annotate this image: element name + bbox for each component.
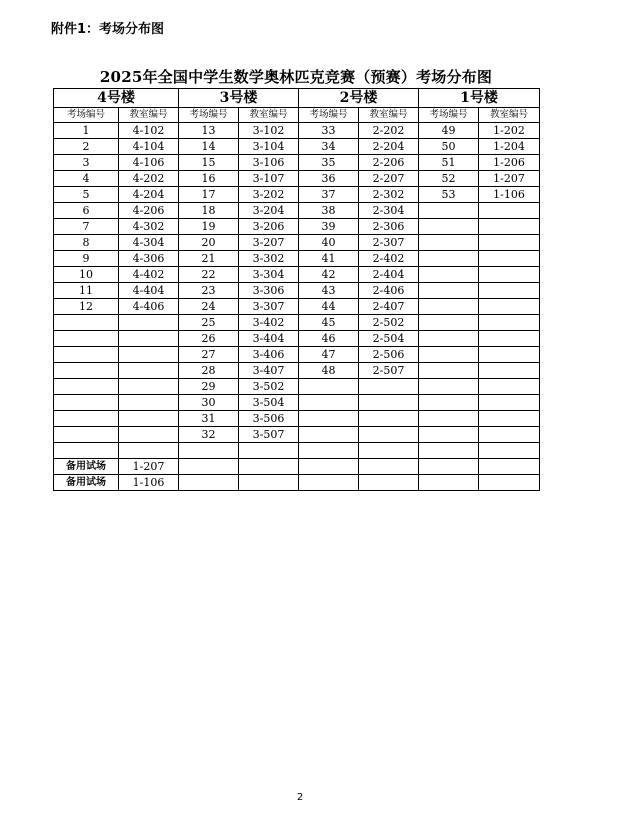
classroom-no-cell: 3-304: [239, 267, 299, 283]
classroom-no-cell: [359, 411, 419, 427]
room-no-cell: 41: [299, 251, 359, 267]
classroom-no-cell: [479, 299, 540, 315]
table-row: [54, 395, 540, 411]
building-2-header: 2号楼: [299, 89, 419, 108]
classroom-no-cell: 3-504: [239, 395, 299, 411]
classroom-no-cell: 3-104: [239, 139, 299, 155]
empty-cell: [179, 459, 239, 475]
room-no-cell: 14: [179, 139, 239, 155]
attachment-label: 附件1：考场分布图: [51, 22, 165, 37]
classroom-no-cell: [119, 315, 179, 331]
classroom-no-cell: 2-504: [359, 331, 419, 347]
classroom-no-cell: 2-407: [359, 299, 419, 315]
classroom-no-cell: [119, 443, 179, 459]
exam-room-table: [53, 88, 540, 491]
room-no-cell: [299, 395, 359, 411]
room-no-cell: 51: [419, 155, 479, 171]
room-no-cell: [54, 363, 119, 379]
classroom-no-cell: 4-306: [119, 251, 179, 267]
table-row: [54, 347, 540, 363]
empty-cell: [299, 459, 359, 475]
room-no-cell: [419, 267, 479, 283]
building-1-header: 1号楼: [419, 89, 540, 108]
room-no-cell: 31: [179, 411, 239, 427]
classroom-no-cell: [479, 315, 540, 331]
table-row: [54, 427, 540, 443]
classroom-no-cell: 3-506: [239, 411, 299, 427]
empty-cell: [419, 475, 479, 491]
classroom-no-cell: [359, 427, 419, 443]
room-no-cell: 19: [179, 219, 239, 235]
classroom-no-cell: 2-206: [359, 155, 419, 171]
room-no-cell: [54, 347, 119, 363]
room-no-cell: 28: [179, 363, 239, 379]
room-no-cell: 25: [179, 315, 239, 331]
room-no-cell: [419, 299, 479, 315]
classroom-no-cell: [479, 283, 540, 299]
classroom-no-cell: 3-404: [239, 331, 299, 347]
table-row: [54, 155, 540, 171]
classroom-no-cell: 3-402: [239, 315, 299, 331]
table-row: [54, 443, 540, 459]
room-no-cell: 32: [179, 427, 239, 443]
table-row: [54, 379, 540, 395]
classroom-no-cell: [119, 331, 179, 347]
classroom-no-cell: 3-302: [239, 251, 299, 267]
room-no-cell: [54, 315, 119, 331]
table-row: [54, 219, 540, 235]
col-header-classroom-no: 教室编号: [119, 108, 179, 123]
room-no-cell: 2: [54, 139, 119, 155]
empty-cell: [359, 475, 419, 491]
room-no-cell: 23: [179, 283, 239, 299]
classroom-no-cell: 3-306: [239, 283, 299, 299]
classroom-no-cell: 4-302: [119, 219, 179, 235]
classroom-no-cell: 3-106: [239, 155, 299, 171]
table-row: [54, 251, 540, 267]
room-no-cell: [419, 315, 479, 331]
classroom-no-cell: [479, 411, 540, 427]
table-row: [54, 139, 540, 155]
table-row: [54, 171, 540, 187]
col-header-classroom-no: 教室编号: [479, 108, 540, 123]
table-row: [54, 315, 540, 331]
room-no-cell: 1: [54, 123, 119, 139]
room-no-cell: 50: [419, 139, 479, 155]
classroom-no-cell: 1-204: [479, 139, 540, 155]
classroom-no-cell: [119, 411, 179, 427]
room-no-cell: 20: [179, 235, 239, 251]
room-no-cell: [54, 443, 119, 459]
room-no-cell: 53: [419, 187, 479, 203]
col-header-room-no: 考场编号: [419, 108, 479, 123]
classroom-no-cell: 3-204: [239, 203, 299, 219]
room-no-cell: 30: [179, 395, 239, 411]
table-row: [54, 203, 540, 219]
classroom-no-cell: 2-506: [359, 347, 419, 363]
table-row: [54, 187, 540, 203]
spare-classroom-no: 1-207: [119, 459, 179, 475]
room-no-cell: [54, 331, 119, 347]
table-title: 2025年全国中学生数学奥林匹克竞赛（预赛）考场分布图: [99, 68, 493, 86]
classroom-no-cell: 1-207: [479, 171, 540, 187]
room-no-cell: 33: [299, 123, 359, 139]
classroom-no-cell: 4-106: [119, 155, 179, 171]
room-no-cell: [419, 363, 479, 379]
spare-classroom-no: 1-106: [119, 475, 179, 491]
classroom-no-cell: 2-306: [359, 219, 419, 235]
col-header-classroom-no: 教室编号: [359, 108, 419, 123]
classroom-no-cell: 2-207: [359, 171, 419, 187]
classroom-no-cell: [479, 219, 540, 235]
classroom-no-cell: 1-206: [479, 155, 540, 171]
room-no-cell: 3: [54, 155, 119, 171]
room-no-cell: 44: [299, 299, 359, 315]
classroom-no-cell: 3-207: [239, 235, 299, 251]
classroom-no-cell: [479, 251, 540, 267]
room-no-cell: [419, 347, 479, 363]
room-no-cell: [299, 379, 359, 395]
empty-cell: [419, 459, 479, 475]
classroom-no-cell: 3-107: [239, 171, 299, 187]
room-no-cell: 39: [299, 219, 359, 235]
building-header-row: [54, 89, 540, 108]
classroom-no-cell: 2-502: [359, 315, 419, 331]
classroom-no-cell: 2-204: [359, 139, 419, 155]
room-no-cell: 13: [179, 123, 239, 139]
room-no-cell: 37: [299, 187, 359, 203]
room-no-cell: [419, 331, 479, 347]
classroom-no-cell: [239, 443, 299, 459]
classroom-no-cell: [119, 363, 179, 379]
classroom-no-cell: [479, 427, 540, 443]
building-4-header: 4号楼: [54, 89, 179, 108]
room-no-cell: [54, 395, 119, 411]
room-no-cell: 12: [54, 299, 119, 315]
page-number: 2: [296, 792, 304, 803]
room-no-cell: 34: [299, 139, 359, 155]
classroom-no-cell: [479, 331, 540, 347]
table-row: [54, 299, 540, 315]
classroom-no-cell: [479, 203, 540, 219]
classroom-no-cell: 2-307: [359, 235, 419, 251]
room-no-cell: [299, 427, 359, 443]
spare-room-row: [54, 475, 540, 491]
table-row: [54, 411, 540, 427]
classroom-no-cell: 4-104: [119, 139, 179, 155]
classroom-no-cell: 1-106: [479, 187, 540, 203]
classroom-no-cell: 3-202: [239, 187, 299, 203]
table-row: [54, 235, 540, 251]
room-no-cell: 5: [54, 187, 119, 203]
classroom-no-cell: 3-502: [239, 379, 299, 395]
classroom-no-cell: 2-304: [359, 203, 419, 219]
classroom-no-cell: 4-102: [119, 123, 179, 139]
classroom-no-cell: 4-404: [119, 283, 179, 299]
room-no-cell: 4: [54, 171, 119, 187]
room-no-cell: 17: [179, 187, 239, 203]
classroom-no-cell: 1-202: [479, 123, 540, 139]
room-no-cell: [419, 235, 479, 251]
classroom-no-cell: [479, 267, 540, 283]
classroom-no-cell: 3-307: [239, 299, 299, 315]
room-no-cell: 45: [299, 315, 359, 331]
room-no-cell: [54, 427, 119, 443]
room-no-cell: 26: [179, 331, 239, 347]
table-row: [54, 363, 540, 379]
room-no-cell: 46: [299, 331, 359, 347]
room-no-cell: 27: [179, 347, 239, 363]
room-no-cell: 16: [179, 171, 239, 187]
room-no-cell: [419, 251, 479, 267]
classroom-no-cell: 4-406: [119, 299, 179, 315]
room-no-cell: [54, 411, 119, 427]
room-no-cell: [419, 427, 479, 443]
room-no-cell: 49: [419, 123, 479, 139]
empty-cell: [299, 475, 359, 491]
table-row: [54, 331, 540, 347]
room-no-cell: 11: [54, 283, 119, 299]
column-header-row: [54, 108, 540, 123]
room-no-cell: 38: [299, 203, 359, 219]
classroom-no-cell: 4-402: [119, 267, 179, 283]
classroom-no-cell: [359, 395, 419, 411]
classroom-no-cell: [479, 443, 540, 459]
room-no-cell: 43: [299, 283, 359, 299]
classroom-no-cell: 4-206: [119, 203, 179, 219]
empty-cell: [179, 475, 239, 491]
col-header-room-no: 考场编号: [179, 108, 239, 123]
room-no-cell: 48: [299, 363, 359, 379]
room-no-cell: [54, 379, 119, 395]
spare-room-row: [54, 459, 540, 475]
classroom-no-cell: 4-204: [119, 187, 179, 203]
room-no-cell: 6: [54, 203, 119, 219]
room-no-cell: [419, 395, 479, 411]
room-no-cell: 22: [179, 267, 239, 283]
classroom-no-cell: [359, 379, 419, 395]
room-no-cell: [419, 283, 479, 299]
spare-room-label: 备用试场: [54, 459, 119, 475]
empty-cell: [239, 459, 299, 475]
col-header-room-no: 考场编号: [299, 108, 359, 123]
room-no-cell: 36: [299, 171, 359, 187]
table-row: [54, 283, 540, 299]
empty-cell: [239, 475, 299, 491]
classroom-no-cell: 2-507: [359, 363, 419, 379]
classroom-no-cell: 3-206: [239, 219, 299, 235]
room-no-cell: [179, 443, 239, 459]
classroom-no-cell: 3-406: [239, 347, 299, 363]
room-no-cell: 9: [54, 251, 119, 267]
room-no-cell: 18: [179, 203, 239, 219]
classroom-no-cell: [119, 395, 179, 411]
classroom-no-cell: [479, 379, 540, 395]
room-no-cell: 21: [179, 251, 239, 267]
empty-cell: [479, 459, 540, 475]
classroom-no-cell: 2-302: [359, 187, 419, 203]
table-row: [54, 123, 540, 139]
classroom-no-cell: 2-404: [359, 267, 419, 283]
classroom-no-cell: 3-507: [239, 427, 299, 443]
room-no-cell: [299, 411, 359, 427]
classroom-no-cell: 3-407: [239, 363, 299, 379]
room-no-cell: 52: [419, 171, 479, 187]
classroom-no-cell: 4-202: [119, 171, 179, 187]
classroom-no-cell: 4-304: [119, 235, 179, 251]
classroom-no-cell: [479, 235, 540, 251]
classroom-no-cell: [119, 347, 179, 363]
room-no-cell: 7: [54, 219, 119, 235]
classroom-no-cell: 2-406: [359, 283, 419, 299]
room-no-cell: 10: [54, 267, 119, 283]
room-no-cell: [419, 379, 479, 395]
room-no-cell: 8: [54, 235, 119, 251]
classroom-no-cell: [479, 363, 540, 379]
room-no-cell: 47: [299, 347, 359, 363]
room-no-cell: [419, 411, 479, 427]
classroom-no-cell: [359, 443, 419, 459]
col-header-room-no: 考场编号: [54, 108, 119, 123]
classroom-no-cell: [119, 379, 179, 395]
room-no-cell: 24: [179, 299, 239, 315]
room-no-cell: 42: [299, 267, 359, 283]
room-no-cell: 40: [299, 235, 359, 251]
classroom-no-cell: 2-202: [359, 123, 419, 139]
room-no-cell: [419, 203, 479, 219]
room-no-cell: 29: [179, 379, 239, 395]
room-no-cell: [419, 219, 479, 235]
room-no-cell: 35: [299, 155, 359, 171]
room-no-cell: 15: [179, 155, 239, 171]
spare-room-label: 备用试场: [54, 475, 119, 491]
col-header-classroom-no: 教室编号: [239, 108, 299, 123]
classroom-no-cell: [119, 427, 179, 443]
table-row: [54, 267, 540, 283]
empty-cell: [359, 459, 419, 475]
classroom-no-cell: 2-402: [359, 251, 419, 267]
classroom-no-cell: [479, 395, 540, 411]
room-no-cell: [419, 443, 479, 459]
classroom-no-cell: [479, 347, 540, 363]
building-3-header: 3号楼: [179, 89, 299, 108]
room-no-cell: [299, 443, 359, 459]
empty-cell: [479, 475, 540, 491]
classroom-no-cell: 3-102: [239, 123, 299, 139]
